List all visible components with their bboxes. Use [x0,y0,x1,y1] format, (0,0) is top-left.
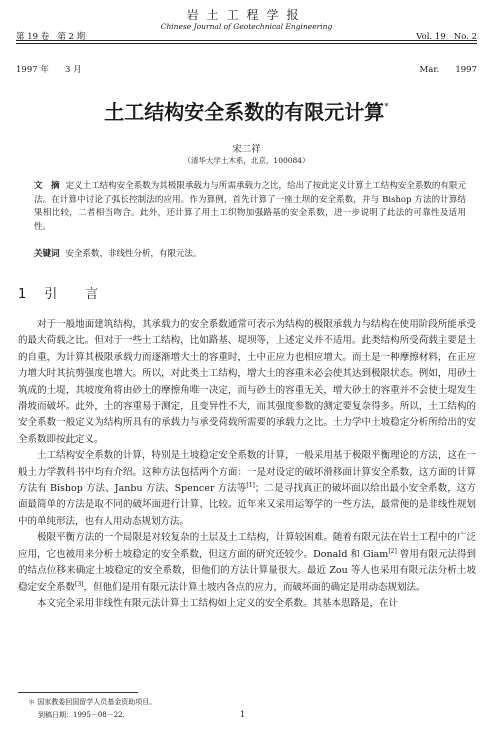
volume-issue: 第 19 卷 第 2 期 [16,32,86,42]
header-rule-thin [16,43,477,44]
abstract-label: 文 摘 [34,181,60,191]
abstract [34,180,466,234]
citation-ref: [2] [388,547,397,555]
title-footnote-mark: * [384,102,389,112]
paragraph-3: 极限平衡方法的一个局限是对较复杂的土层及土工结构，计算较困难。随着有限元法在岩土工程中的广泛应用，它也被用来分析土坡稳定的安全系数，但这方面的研究还较少。Donald 和 Giam[2] 曾用有限元法得到的结点位移来确定土坡稳定的安全系数，但他们的方法计算量很大。最近 Zou 等人也采用有限元法分析土坡稳定安全系数[3]，但他们是用有限元法计算土坡内各点的应力，而破坏面的确定是用动态规划法。 [18,532,477,593]
journal-title [16,9,477,32]
citation-ref: [3] [75,580,84,588]
issue-info-en [416,10,477,98]
header-rule-thick [16,40,477,41]
abstract-text: 定义土工结构安全系数为其极限承载力与所需承载力之比，给出了按此定义计算土工结构安全系数的有限元法。在计算中讨论了弧长控制法的应用。作为算例，首先计算了一座土坝的安全系数，并与 Bishop 方法的计算结果相比较，二者相当吻合。此外，还计算了用土工织物加强路基的安全系数，进一步说明了此法的可靠性及适用性。 [34,181,466,232]
journal-header [16,8,477,75]
section-heading [18,283,126,302]
body-text [18,317,476,612]
paper-title-text: 土工结构安全系数的有限元计算 [104,100,385,124]
page-number: 1 [240,710,246,719]
author: 宋二祥 [232,144,261,155]
paragraph-2: 土工结构安全系数的计算，特别是土坡稳定安全系数的计算，一般采用基于极限平衡理论的方法，这在一般土力学教科书中均有介绍。这种方法包括两个方面：一是对设定的破坏滑移面计算安全系数，这方面的计算方法有 Bishop 方法、Janbu 方法、Spencer 方法等[1]；二是寻找真正的破坏面以给出最小安全系数，这方面最简单的方法是取不同的破坏面进行计算、比较。近年来又采用运筹学的一些方法，最常便的是非线性规划中的单纯形法，也有人用动态规划方法。 [18,450,476,527]
keywords-label: 关键词 [34,249,60,259]
paper-title [0,96,493,125]
volume-issue-en: Vol. 19 No. 2 [416,32,477,42]
footnote-received: 到稿日期：1995－08－22. [38,711,125,719]
keywords-text: 安全系数，非线性分析，有限元法。 [65,249,202,259]
issue-date-en: Mar. 1997 [419,65,477,75]
paragraph-1: 对于一般地面建筑结构，其承载力的安全系数通常可表示为结构的极限承载力与结构在使用阶段所能承受的最大荷载之比。但对于一些土工结构，比如路基、堤坝等，上述定义并不适用。此类结构所受荷载主要是土的自重，为计算其极限承载力而逐渐增大土的容重时，土中正应力也相应增大。而土是一种摩擦材料，在正应力增大时其抗剪强度也增大。所以，对此类土工结构，增大土的容重未必会使其达到极限状态。例如，用砂土筑成的土堤，其坡度角将由砂土的摩擦角唯一决定，而与砂土的容重无关，增大砂土的容重并不会使土堤发生滑坡而破坏。此外，土的容重易于测定，且变异性不大，而其强度参数的测定要复杂得多。所以，土工结构的安全系数一般定义为结构所具有的承载力与承受荷载所需要的承载力之比。土力学中土坡稳定分析所给出的安全系数即按此定义。 [18,319,476,445]
section-number: 1 [18,287,27,302]
citation-ref: [1] [246,482,255,490]
footnote-rule [18,692,138,693]
keywords [34,248,466,261]
affiliation: （清华大学土木系，北京，100084） [183,156,310,165]
issue-date: 1997 年 3 月 [16,65,82,75]
journal-title-cn: 岩土工程学报 [186,8,307,22]
paragraph-4: 本文完全采用非线性有限元法计算土工结构如上定义的安全系数。其基本思路是，在计 [37,597,399,609]
footnote-fund: ＊ 国家教委回国留学人员基金资助项目。 [28,698,157,706]
journal-title-en: Chinese Journal of Geotechnical Engineering [160,22,333,31]
section-title: 引言 [44,287,127,302]
